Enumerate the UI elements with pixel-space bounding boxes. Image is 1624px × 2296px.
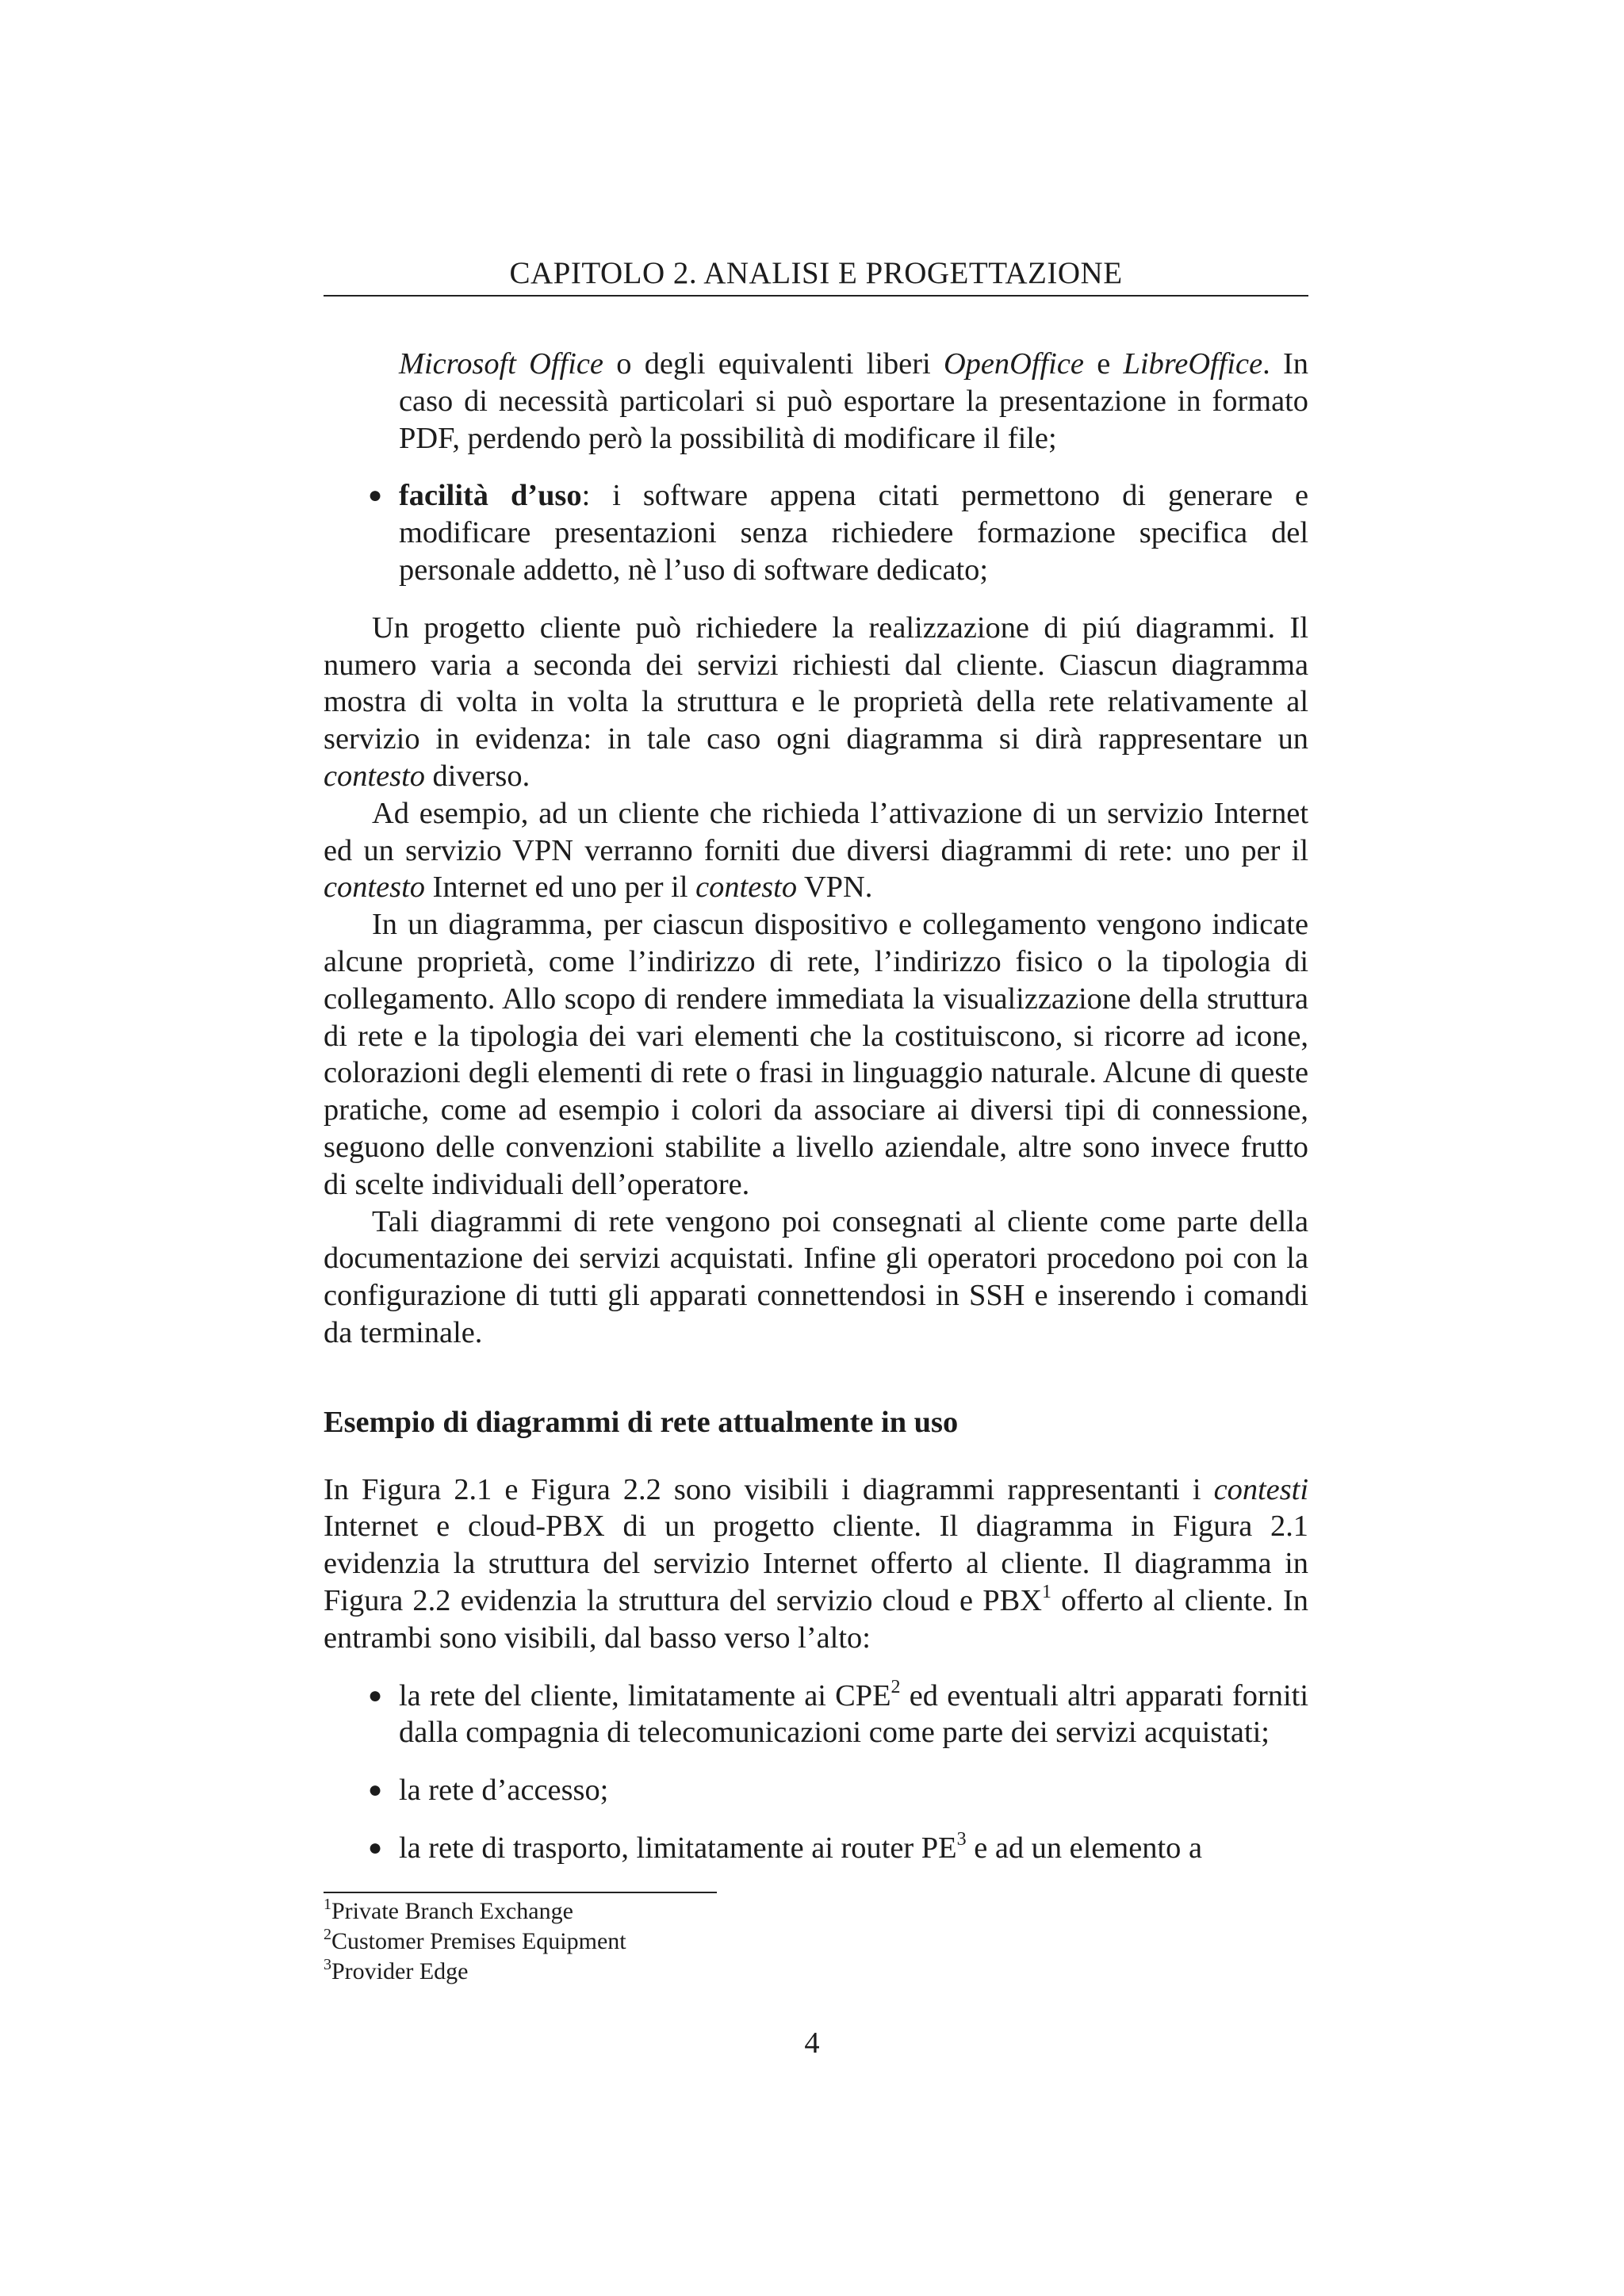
footnote-ref[interactable]: 2: [891, 1676, 901, 1697]
paragraph: Tali diagrammi di rete vengono poi consegnati al cliente come parte della documentazione dei servizi acquistati. Infine gli operatori procedono poi con la configurazione di tutti gli apparati connettendosi in SSH e inserendo i comandi da terminale.: [324, 1204, 1308, 1349]
bullet-icon: ●: [368, 1682, 383, 1709]
text-run: offerto al cliente. In entrambi sono visibili, dal basso verso l’alto:: [324, 1583, 1308, 1655]
footnote-text: Private Branch Exchange: [331, 1898, 573, 1924]
text-run: o degli equivalenti liberi: [603, 347, 944, 381]
footnotes: [324, 1896, 1308, 1987]
text-run: ed eventuali altri apparati forniti dalla compagnia di telecomunicazioni come parte dei servizi acquistati;: [399, 1678, 1308, 1750]
text-run: VPN.: [797, 871, 873, 905]
paragraph: [324, 610, 1308, 795]
text-run: Un progetto cliente può richiedere la realizzazione di piú diagrammi. Il numero varia a seconda dei servizi richiesti dal cliente. Ciascun diagramma mostra di volta in volta la struttura e le proprietà della rete relativamente al servizio in evidenza: in tale caso ogni diagramma si dirà rappresentare un: [324, 610, 1308, 756]
footnote: [324, 1957, 1308, 1987]
italic-term: contesto: [324, 871, 425, 905]
italic-term: contesti: [1213, 1472, 1308, 1506]
footnote-ref[interactable]: 3: [956, 1829, 967, 1850]
body-text: [324, 346, 1308, 1867]
text-run: : i software appena citati permettono di generare e modificare presentazioni senza richiedere formazione specifica del personale addetto, nè l’uso di software dedicato;: [399, 479, 1309, 587]
text-run: In Figura 2.1 e Figura 2.2 sono visibili i diagrammi rappresentanti i: [324, 1472, 1214, 1506]
italic-term: OpenOffice: [943, 347, 1084, 381]
paragraph: [324, 1471, 1308, 1657]
footnote-rule: [324, 1892, 717, 1893]
footnote-mark: 3: [324, 1956, 331, 1973]
bullet-icon: ●: [368, 1834, 383, 1861]
footnote-mark: 1: [324, 1896, 331, 1913]
list-item: [324, 1678, 1308, 1752]
list-item: [324, 1830, 1308, 1867]
list-item: [324, 1772, 1308, 1809]
footnote: [324, 1927, 1308, 1957]
text-run: la rete di trasporto, limitatamente ai router PE: [399, 1831, 957, 1865]
section-heading: Esempio di diagrammi di rete attualmente in uso: [324, 1405, 959, 1439]
list-item: [324, 477, 1308, 588]
text-run: . In caso di necessità particolari si può esportare la presentazione in formato PDF, perdendo però la possibilità di modificare il file;: [399, 347, 1308, 455]
bullet-icon: ●: [368, 482, 383, 509]
text-run: Ad esempio, ad un cliente che richieda l’attivazione di un servizio Internet ed un servizio VPN verranno forniti due diversi diagrammi di rete: uno per il: [324, 796, 1308, 867]
text-run: Internet e cloud-PBX di un progetto cliente. Il diagramma in Figura 2.1 evidenzia la struttura del servizio Internet offerto al cliente. Il diagramma in Figura 2.2 evidenzia la struttura del servizio cloud e PBX: [324, 1510, 1308, 1617]
paragraph: [324, 795, 1308, 906]
italic-term: contesto: [324, 759, 425, 793]
footnote-ref[interactable]: 1: [1041, 1582, 1051, 1603]
text-run: diverso.: [424, 759, 530, 793]
footnote: [324, 1896, 1308, 1927]
page-number: 4: [804, 2026, 820, 2060]
text-run: e: [1083, 347, 1124, 381]
italic-term: contesto: [695, 871, 798, 905]
footnote-text: Provider Edge: [331, 1958, 469, 1984]
text-run: la rete del cliente, limitatamente ai CPE: [399, 1678, 891, 1712]
text-run: la rete d’accesso;: [399, 1774, 609, 1808]
bullet-icon: ●: [368, 1777, 383, 1804]
header-rule: [324, 295, 1308, 297]
text-run: e ad un elemento a: [966, 1831, 1202, 1865]
italic-term: LibreOffice: [1123, 347, 1263, 381]
text-run: Internet ed uno per il: [424, 871, 696, 905]
running-head: CAPITOLO 2. ANALISI E PROGETTAZIONE: [509, 256, 1123, 290]
footnote-text: Customer Premises Equipment: [331, 1928, 626, 1954]
list-item-continuation: [324, 346, 1308, 457]
paragraph: In un diagramma, per ciascun dispositivo e collegamento vengono indicate alcune proprietà, come l’indirizzo di rete, l’indirizzo fisico o la tipologia di collegamento. Allo scopo di rendere immediata la visualizzazione della struttura di rete e la tipologia dei vari elementi che la costituiscono, si ricorre ad icone, colorazioni degli elementi di rete o frasi in linguaggio naturale. Alcune di queste pratiche, come ad esempio i colori da associare ai diversi tipi di connessione, seguono delle convenzioni stabilite a livello aziendale, altre sono invece frutto di scelte individuali dell’operatore.: [324, 908, 1308, 1201]
italic-term: Microsoft Office: [399, 347, 603, 381]
bold-term: facilità d’uso: [399, 479, 582, 513]
footnote-mark: 2: [324, 1926, 331, 1943]
